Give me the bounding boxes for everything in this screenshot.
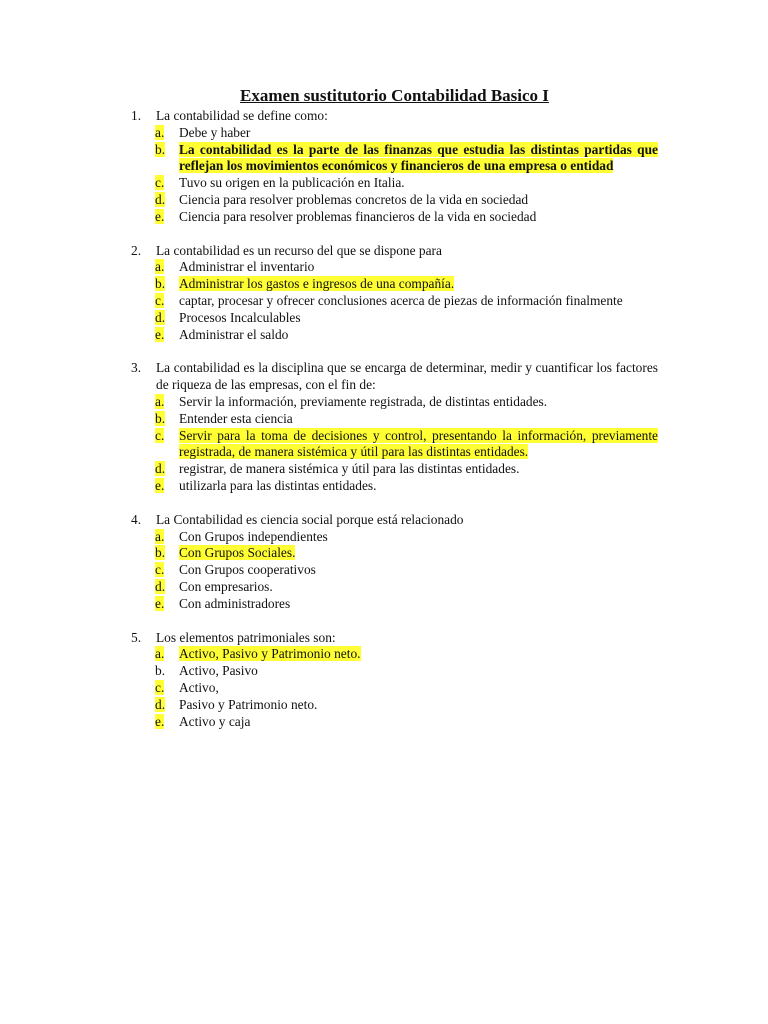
- option-letter: b.: [155, 141, 166, 157]
- option-c: [131, 175, 658, 192]
- option-letter-cell: [131, 596, 179, 613]
- question-3: [131, 360, 658, 494]
- option-letter: b.: [155, 545, 166, 561]
- option-text: Ciencia para resolver problemas concretos de la vida en sociedad: [179, 191, 529, 207]
- option-letter: e.: [155, 595, 165, 611]
- question-4: [131, 512, 658, 613]
- option-text-cell: [179, 209, 658, 226]
- option-text-cell: [179, 428, 658, 462]
- option-b: [131, 276, 658, 293]
- question-number: 5.: [131, 629, 142, 645]
- option-c: [131, 680, 658, 697]
- option-text-cell: [179, 697, 658, 714]
- option-letter-cell: [131, 125, 179, 142]
- option-text-cell: [179, 646, 658, 663]
- option-letter: a.: [155, 259, 165, 275]
- option-b: [131, 142, 658, 176]
- option-d: [131, 697, 658, 714]
- option-text: Servir la información, previamente registrada, de distintas entidades.: [179, 393, 548, 409]
- question-number: 1.: [131, 108, 142, 123]
- option-letter-cell: [131, 663, 179, 680]
- option-text: Debe y haber: [179, 124, 251, 140]
- option-letter-cell: [131, 411, 179, 428]
- option-text: Con empresarios.: [179, 578, 273, 594]
- option-d: [131, 579, 658, 596]
- option-e: [131, 478, 658, 495]
- option-letter: a.: [155, 646, 165, 662]
- option-letter: d.: [155, 461, 166, 477]
- option-text: Con Grupos cooperativos: [179, 562, 316, 578]
- option-letter: b.: [155, 276, 166, 292]
- exam-title: Examen sustitutorio Contabilidad Basico I: [240, 86, 549, 105]
- option-e: [131, 327, 658, 344]
- option-letter-cell: [131, 697, 179, 714]
- option-letter-cell: [131, 428, 179, 462]
- option-letter-cell: [131, 529, 179, 546]
- option-b: [131, 411, 658, 428]
- question-5: [131, 630, 658, 731]
- option-text-cell: [179, 192, 658, 209]
- option-text-cell: [179, 663, 658, 680]
- option-letter: e.: [155, 477, 165, 493]
- option-letter: d.: [155, 191, 166, 207]
- option-d: [131, 192, 658, 209]
- option-letter: e.: [155, 713, 165, 729]
- option-text: Procesos Incalculables: [179, 309, 301, 325]
- option-text-cell: [179, 478, 658, 495]
- option-letter-cell: [131, 142, 179, 176]
- option-text-cell: [179, 411, 658, 428]
- option-text-cell: [179, 142, 658, 176]
- option-b: [131, 663, 658, 680]
- option-a: [131, 394, 658, 411]
- question-number: 2.: [131, 242, 142, 258]
- question-text: Los elementos patrimoniales son:: [156, 629, 336, 645]
- option-text-cell: [179, 714, 658, 731]
- option-letter: d.: [155, 309, 166, 325]
- question-text: La Contabilidad es ciencia social porque está relacionado: [156, 511, 464, 527]
- option-a: [131, 646, 658, 663]
- exam-page: [131, 86, 658, 747]
- option-c: [131, 428, 658, 462]
- highlighted-answer: Con Grupos Sociales.: [179, 545, 296, 561]
- option-d: [131, 310, 658, 327]
- option-letter-cell: [131, 394, 179, 411]
- option-letter: d.: [155, 696, 166, 712]
- question-number: 4.: [131, 511, 142, 527]
- question-text: La contabilidad es un recurso del que se dispone para: [156, 242, 442, 258]
- option-letter: c.: [155, 175, 165, 191]
- option-letter: a.: [155, 124, 165, 140]
- question-number: 3.: [131, 360, 142, 376]
- question-row: [131, 108, 658, 125]
- option-text: Activo, Pasivo: [179, 663, 258, 679]
- option-text-cell: [179, 545, 658, 562]
- option-text-cell: [179, 529, 658, 546]
- option-letter: b.: [155, 663, 166, 679]
- option-b: [131, 545, 658, 562]
- question-row: [131, 512, 658, 529]
- option-letter-cell: [131, 545, 179, 562]
- option-letter-cell: [131, 192, 179, 209]
- highlighted-answer: La contabilidad es la parte de las finanzas que estudia las distintas partidas que reflejan los movimientos económicos y financieros de una empresa o entidad: [179, 141, 658, 174]
- highlighted-answer: Activo, Pasivo y Patrimonio neto.: [179, 646, 361, 662]
- option-text: Entender esta ciencia: [179, 410, 293, 426]
- option-letter-cell: [131, 327, 179, 344]
- question-1: [131, 108, 658, 226]
- option-a: [131, 529, 658, 546]
- option-letter-cell: [131, 478, 179, 495]
- option-text-cell: [179, 276, 658, 293]
- question-row: [131, 630, 658, 647]
- option-letter: c.: [155, 679, 165, 695]
- option-letter-cell: [131, 175, 179, 192]
- option-letter: a.: [155, 393, 165, 409]
- option-letter: e.: [155, 326, 165, 342]
- option-text: Activo,: [179, 679, 219, 695]
- option-c: [131, 562, 658, 579]
- option-letter-cell: [131, 310, 179, 327]
- option-text: Activo y caja: [179, 713, 251, 729]
- option-a: [131, 125, 658, 142]
- option-text: Administrar el inventario: [179, 259, 315, 275]
- question-text: La contabilidad es la disciplina que se encarga de determinar, medir y cuantificar los factores de riqueza de las empresas, con el fin de:: [156, 360, 658, 393]
- option-letter: c.: [155, 562, 165, 578]
- option-text: Pasivo y Patrimonio neto.: [179, 696, 318, 712]
- option-text: Tuvo su origen en la publicación en Italia.: [179, 175, 405, 191]
- option-text-cell: [179, 175, 658, 192]
- option-text: Con Grupos independientes: [179, 528, 328, 544]
- option-letter-cell: [131, 276, 179, 293]
- option-letter: b.: [155, 410, 166, 426]
- option-letter-cell: [131, 646, 179, 663]
- option-e: [131, 714, 658, 731]
- option-text-cell: [179, 680, 658, 697]
- option-letter-cell: [131, 259, 179, 276]
- option-text-cell: [179, 259, 658, 276]
- option-letter: d.: [155, 578, 166, 594]
- option-letter-cell: [131, 680, 179, 697]
- option-text: Con administradores: [179, 595, 291, 611]
- option-text-cell: [179, 579, 658, 596]
- question-row: [131, 243, 658, 260]
- option-e: [131, 596, 658, 613]
- question-text: La contabilidad se define como:: [156, 108, 328, 123]
- option-a: [131, 259, 658, 276]
- option-text: captar, procesar y ofrecer conclusiones acerca de piezas de información finalmente: [179, 292, 623, 308]
- option-text-cell: [179, 125, 658, 142]
- option-text-cell: [179, 461, 658, 478]
- highlighted-answer: Administrar los gastos e ingresos de una compañía.: [179, 276, 455, 292]
- option-letter-cell: [131, 562, 179, 579]
- option-letter-cell: [131, 209, 179, 226]
- option-text-cell: [179, 394, 658, 411]
- option-letter: c.: [155, 427, 165, 443]
- option-text: utilizarla para las distintas entidades.: [179, 477, 377, 493]
- option-text: registrar, de manera sistémica y útil para las distintas entidades.: [179, 461, 520, 477]
- question-row: [131, 360, 658, 394]
- option-letter-cell: [131, 714, 179, 731]
- option-text-cell: [179, 310, 658, 327]
- option-letter: e.: [155, 208, 165, 224]
- option-d: [131, 461, 658, 478]
- option-e: [131, 209, 658, 226]
- option-letter: c.: [155, 292, 165, 308]
- option-letter: a.: [155, 528, 165, 544]
- option-text: Ciencia para resolver problemas financieros de la vida en sociedad: [179, 208, 537, 224]
- option-text-cell: [179, 562, 658, 579]
- option-letter-cell: [131, 461, 179, 478]
- option-text-cell: [179, 293, 658, 310]
- option-text-cell: [179, 596, 658, 613]
- option-text: Administrar el saldo: [179, 326, 289, 342]
- highlighted-answer: Servir para la toma de decisiones y control, presentando la información, previamente registrada, de manera sistémica y útil para las distintas entidades.: [179, 427, 658, 460]
- option-text-cell: [179, 327, 658, 344]
- option-letter-cell: [131, 579, 179, 596]
- option-letter-cell: [131, 293, 179, 310]
- question-list: [131, 108, 658, 730]
- option-c: [131, 293, 658, 310]
- question-2: [131, 243, 658, 344]
